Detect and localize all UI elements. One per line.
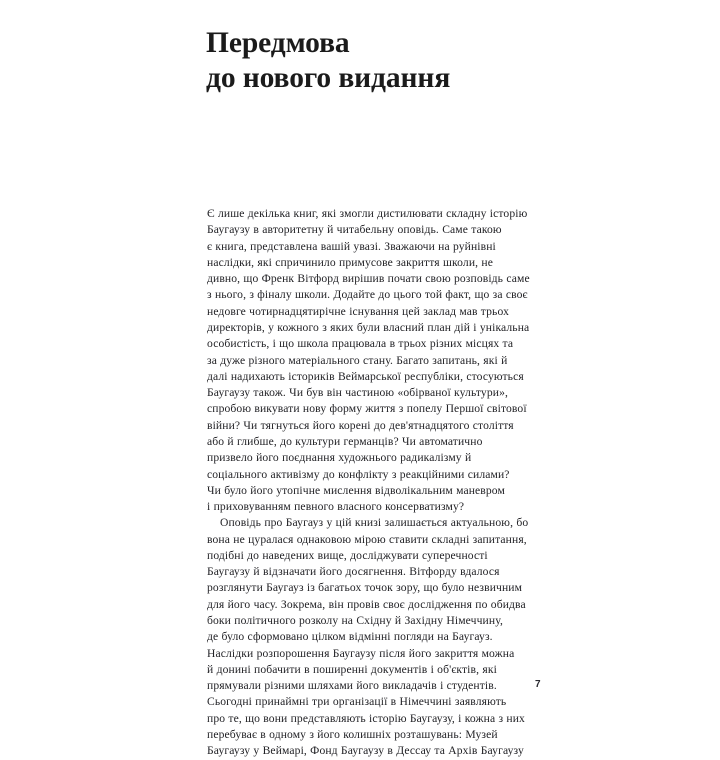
text-line: де було сформовано цілком відмінні погляди на Баугауз.: [207, 630, 493, 644]
text-line: з нього, з фіналу школи. Додайте до цього той факт, що за своє: [207, 288, 528, 302]
text-line: або й глибше, до культури германців? Чи автоматично: [207, 434, 483, 448]
text-line: наслідки, які спричинило примусове закриття школи, не: [207, 255, 493, 269]
paragraph-1: [207, 206, 553, 515]
text-line: Чи було його утопічне мислення відволікальним маневром: [207, 483, 505, 497]
text-line: вона не цуралася однаковою мірою ставити складні запитання,: [207, 532, 527, 546]
text-line: недовге чотирнадцятирічне існування цей заклад мав трьох: [207, 304, 509, 318]
text-line: є книга, представлена вашій увазі. Зважаючи на руйнівні: [207, 239, 496, 253]
page-number: 7: [535, 679, 541, 690]
page-title: [206, 26, 566, 96]
text-line: боки політичного розколу на Східну й Західну Німеччину,: [207, 614, 503, 628]
text-line: далі надихають істориків Веймарської республіки, стосуються: [207, 369, 524, 383]
text-line: і приховуванням певного власного консерватизму?: [207, 500, 465, 514]
text-line: Наслідки розпорошення Баугаузу після його закриття можна: [207, 646, 515, 660]
text-line: призвело його поєднання художнього радикалізму й: [207, 451, 472, 465]
text-line: Сьогодні принаймні три організації в Німеччині заявляють: [207, 695, 507, 709]
text-line: розглянути Баугауз із багатьох точок зору, що було незвичним: [207, 581, 523, 595]
page-title-line-2: до нового видання: [206, 62, 451, 94]
text-line: за дуже різного матеріального стану. Багато запитань, які й: [207, 353, 508, 367]
paragraph-2: [207, 515, 553, 759]
text-line: перебуває в одному з його колишніх розташувань: Музей: [207, 728, 498, 741]
text-line: Оповідь про Баугауз у цій книзі залишається актуальною, бо: [220, 516, 529, 530]
text-line: подібні до наведених вище, досліджувати суперечності: [207, 548, 488, 562]
text-line: спробою викувати нову форму життя з попелу Першої світової: [207, 402, 527, 416]
text-line: Баугаузу в авторитетну й читабельну оповідь. Саме такою: [207, 223, 502, 237]
body-text-column: [207, 206, 553, 760]
text-line: дивно, що Френк Вітфорд вирішив почати свою розповідь саме: [207, 272, 530, 286]
text-line: війни? Чи тягнуться його корені до дев'ятнадцятого століття: [207, 418, 514, 432]
text-line: Баугаузу у Веймарі, Фонд Баугаузу в Дессау та Архів Баугаузу: [207, 744, 524, 758]
page-title-line-1: Передмова: [206, 27, 350, 59]
text-line: Є лише декілька книг, які змогли дистилювати складну історію: [207, 207, 528, 220]
text-line: про те, що вони представляють історію Баугаузу, і кожна з них: [207, 711, 525, 725]
text-line: соціального активізму до конфлікту з реакційними силами?: [207, 467, 510, 481]
text-line: прямували різними шляхами його викладачів і студентів.: [207, 679, 497, 693]
text-line: й донині побачити в поширенні документів і об'єктів, які: [207, 662, 497, 676]
text-line: особистість, і що школа працювала в трьох різних місцях та: [207, 337, 514, 351]
text-line: Баугаузу й відзначати його досягнення. Вітфорду вдалося: [207, 565, 500, 579]
text-line: директорів, у кожного з яких були власний план дій і унікальна: [207, 320, 530, 334]
text-line: Баугаузу також. Чи був він частиною «обірваної культури»,: [207, 386, 509, 400]
text-line: для його часу. Зокрема, він провів своє дослідження по обидва: [207, 597, 526, 611]
